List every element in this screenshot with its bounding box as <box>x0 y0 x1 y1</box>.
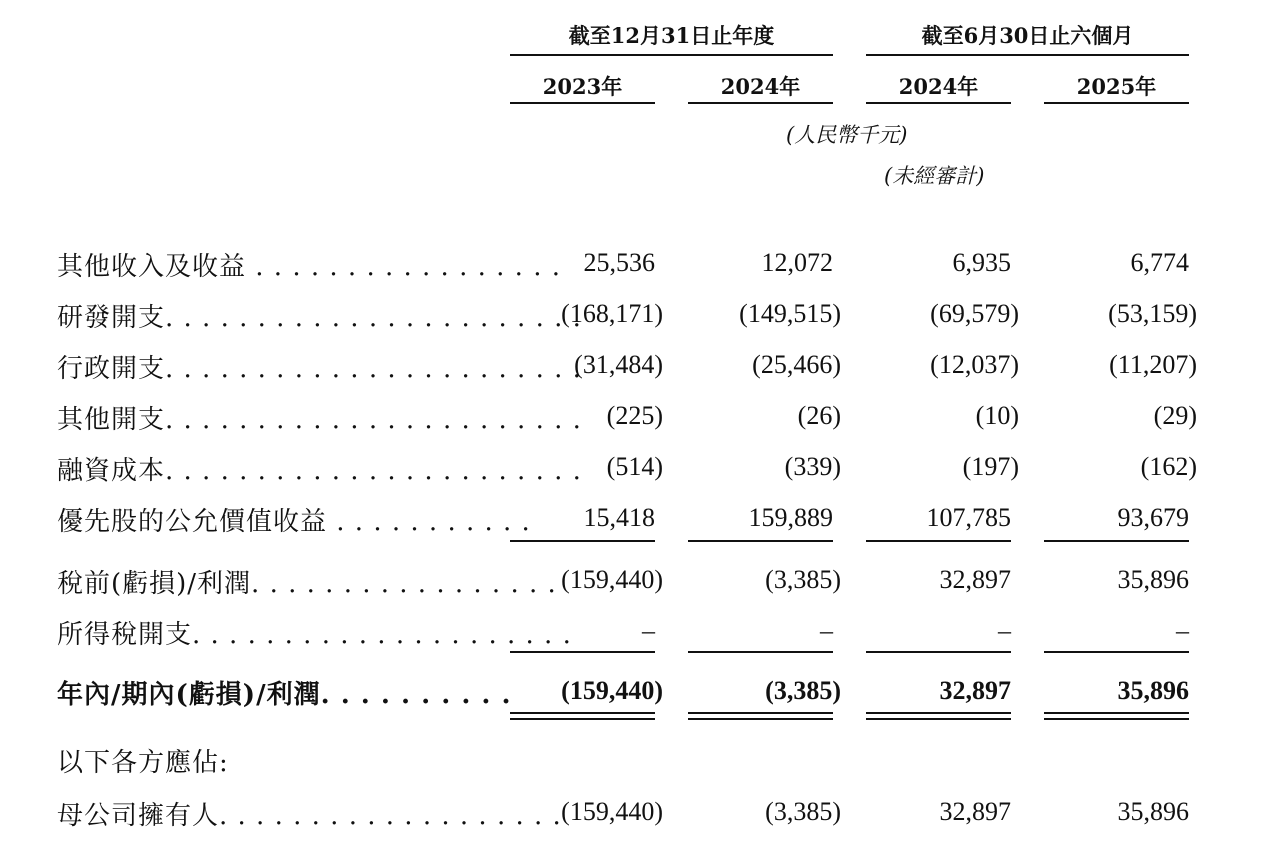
cell-2025: – <box>1176 616 1189 645</box>
cell-2024-full: (3,385) <box>765 797 841 826</box>
total-rule-3 <box>866 651 1011 653</box>
row-label: 優先股的公允價值收益 . . . . . . . . . . . <box>57 507 531 537</box>
double-rule-1a <box>510 712 655 714</box>
cell-2023: 25,536 <box>583 248 655 277</box>
cell-2024-full: (3,385) <box>765 565 841 594</box>
cell-2024-half: (69,579) <box>930 299 1019 328</box>
double-rule-4a <box>1044 712 1189 714</box>
cell-2024-half: 32,897 <box>939 565 1011 594</box>
double-rule-2a <box>688 712 833 714</box>
cell-2024-half: 6,935 <box>952 248 1011 277</box>
year-rule-3 <box>866 102 1011 104</box>
row-label: 行政開支. . . . . . . . . . . . . . . . . . . . . . . <box>57 354 582 384</box>
cell-2025: 93,679 <box>1117 503 1189 532</box>
cell-2025: (29) <box>1153 401 1197 430</box>
subtotal-rule-2 <box>688 540 833 542</box>
cell-2023: 15,418 <box>583 503 655 532</box>
row-label: 所得稅開支. . . . . . . . . . . . . . . . . . . . . <box>57 620 572 650</box>
year-rule-2 <box>688 102 833 104</box>
cell-2023: (159,440) <box>561 565 663 594</box>
total-rule-4 <box>1044 651 1189 653</box>
double-rule-2b <box>688 718 833 720</box>
row-label: 年內/期內(虧損)/利潤. . . . . . . . . . <box>57 680 512 710</box>
row-label: 其他開支. . . . . . . . . . . . . . . . . . . . . . . <box>57 405 582 435</box>
cell-2023: (159,440) <box>561 797 663 826</box>
cell-2025: 35,896 <box>1117 797 1189 826</box>
subtotal-rule-4 <box>1044 540 1189 542</box>
group-rule-six-months <box>866 54 1189 56</box>
cell-2023: (514) <box>606 452 663 481</box>
cell-2024-full: (339) <box>784 452 841 481</box>
year-header-2024-half: 2024年 <box>898 74 979 99</box>
cell-2024-half: (197) <box>962 452 1019 481</box>
cell-2023: (225) <box>606 401 663 430</box>
unaudited-note: (未經審計) <box>884 164 985 188</box>
cell-2024-full: 12,072 <box>761 248 833 277</box>
cell-2024-full: (3,385) <box>765 676 841 705</box>
year-rule-1 <box>510 102 655 104</box>
cell-2024-full: (26) <box>797 401 841 430</box>
cell-2024-full: (149,515) <box>739 299 841 328</box>
double-rule-4b <box>1044 718 1189 720</box>
cell-2025: (53,159) <box>1108 299 1197 328</box>
cell-2025: (11,207) <box>1109 350 1197 379</box>
row-label: 母公司擁有人. . . . . . . . . . . . . . . . . . . <box>57 801 562 831</box>
year-header-2024-full: 2024年 <box>720 74 801 99</box>
row-label: 以下各方應佔: <box>57 748 229 778</box>
double-rule-3b <box>866 718 1011 720</box>
cell-2023: – <box>642 616 655 645</box>
cell-2024-half: 107,785 <box>926 503 1011 532</box>
row-label: 其他收入及收益 . . . . . . . . . . . . . . . . . <box>57 252 561 282</box>
header-group-six-months: 截至6月30日止六個月 <box>921 23 1134 48</box>
cell-2025: 35,896 <box>1117 565 1189 594</box>
total-rule-2 <box>688 651 833 653</box>
subtotal-rule-3 <box>866 540 1011 542</box>
cell-2024-half: – <box>998 616 1011 645</box>
double-rule-3a <box>866 712 1011 714</box>
cell-2024-half: (10) <box>975 401 1019 430</box>
cell-2024-half: (12,037) <box>930 350 1019 379</box>
cell-2024-full: – <box>820 616 833 645</box>
year-rule-4 <box>1044 102 1189 104</box>
total-rule-1 <box>510 651 655 653</box>
group-rule-full-year <box>510 54 833 56</box>
cell-2024-full: 159,889 <box>748 503 833 532</box>
cell-2025: (162) <box>1140 452 1197 481</box>
cell-2023: (159,440) <box>561 676 663 705</box>
header-group-full-year: 截至12月31日止年度 <box>568 23 775 48</box>
double-rule-1b <box>510 718 655 720</box>
year-header-2025: 2025年 <box>1076 74 1157 99</box>
cell-2025: 35,896 <box>1117 676 1189 705</box>
cell-2024-half: 32,897 <box>939 676 1011 705</box>
cell-2025: 6,774 <box>1130 248 1189 277</box>
cell-2024-half: 32,897 <box>939 797 1011 826</box>
cell-2023: (168,171) <box>561 299 663 328</box>
subtotal-rule-1 <box>510 540 655 542</box>
currency-note: (人民幣千元) <box>786 123 908 147</box>
cell-2024-full: (25,466) <box>752 350 841 379</box>
row-label: 融資成本. . . . . . . . . . . . . . . . . . . . . . . <box>57 456 582 486</box>
row-label: 稅前(虧損)/利潤. . . . . . . . . . . . . . . . . <box>57 569 557 599</box>
row-label: 研發開支. . . . . . . . . . . . . . . . . . . . . . . <box>57 303 582 333</box>
year-header-2023: 2023年 <box>542 74 623 99</box>
cell-2023: (31,484) <box>574 350 663 379</box>
